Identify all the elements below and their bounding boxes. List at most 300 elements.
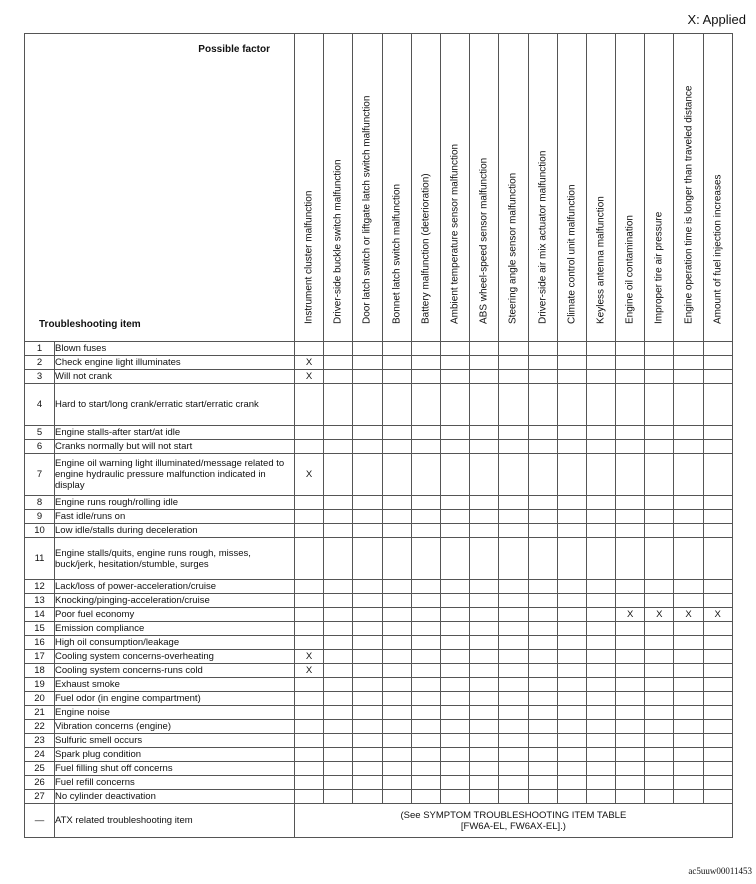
possible-factor-label: Possible factor (198, 44, 270, 55)
matrix-cell (703, 538, 732, 580)
matrix-cell (470, 426, 499, 440)
matrix-cell (470, 776, 499, 790)
matrix-cell (353, 496, 382, 510)
row-item: Engine stalls-after start/at idle (55, 426, 295, 440)
factor-header (324, 34, 353, 342)
matrix-cell (586, 342, 615, 356)
row-item: Hard to start/long crank/erratic start/erratic crank (55, 384, 295, 426)
matrix-cell (616, 370, 645, 384)
matrix-cell (411, 538, 440, 580)
matrix-cell (703, 454, 732, 496)
table-row (25, 636, 733, 650)
matrix-cell (440, 622, 469, 636)
matrix-cell (674, 580, 703, 594)
matrix-cell (382, 720, 411, 734)
matrix-cell (557, 720, 586, 734)
matrix-cell (499, 580, 528, 594)
table-row (25, 370, 733, 384)
matrix-cell (499, 650, 528, 664)
row-number: 6 (25, 440, 55, 454)
matrix-cell (616, 538, 645, 580)
table-row (25, 496, 733, 510)
matrix-cell (645, 622, 674, 636)
factor-header (557, 34, 586, 342)
matrix-cell (528, 720, 557, 734)
table-row (25, 790, 733, 804)
matrix-cell (353, 734, 382, 748)
matrix-cell (382, 384, 411, 426)
matrix-cell (528, 622, 557, 636)
matrix-cell (674, 706, 703, 720)
matrix-cell (411, 454, 440, 496)
matrix-cell (411, 622, 440, 636)
atx-row (25, 804, 733, 838)
matrix-cell (324, 440, 353, 454)
matrix-cell (528, 650, 557, 664)
matrix-cell (586, 384, 615, 426)
matrix-cell (440, 762, 469, 776)
row-number: — (25, 804, 55, 838)
matrix-cell (353, 440, 382, 454)
row-number: 10 (25, 524, 55, 538)
matrix-cell (411, 440, 440, 454)
matrix-cell (557, 678, 586, 692)
matrix-cell (645, 692, 674, 706)
matrix-cell (411, 776, 440, 790)
matrix-cell (470, 650, 499, 664)
matrix-cell (324, 622, 353, 636)
matrix-cell (616, 524, 645, 538)
row-item: Low idle/stalls during deceleration (55, 524, 295, 538)
matrix-cell (382, 342, 411, 356)
table-row (25, 650, 733, 664)
factor-label: Door latch switch or liftgate latch switch malfunction (361, 95, 373, 324)
table-row (25, 678, 733, 692)
matrix-cell (324, 510, 353, 524)
matrix-cell (499, 720, 528, 734)
matrix-cell (295, 496, 324, 510)
matrix-cell (645, 790, 674, 804)
row-number: 13 (25, 594, 55, 608)
matrix-cell (411, 664, 440, 678)
matrix-cell (411, 636, 440, 650)
matrix-cell (353, 594, 382, 608)
matrix-cell (586, 636, 615, 650)
table-row (25, 734, 733, 748)
corner-header (25, 34, 295, 342)
table-row (25, 440, 733, 454)
matrix-cell (295, 678, 324, 692)
matrix-cell (645, 762, 674, 776)
matrix-cell (645, 678, 674, 692)
matrix-cell (324, 580, 353, 594)
factor-header (703, 34, 732, 342)
matrix-cell (440, 776, 469, 790)
matrix-cell (353, 580, 382, 594)
row-item: Will not crank (55, 370, 295, 384)
matrix-cell (382, 580, 411, 594)
matrix-cell (528, 454, 557, 496)
matrix-cell (470, 734, 499, 748)
matrix-cell (586, 426, 615, 440)
matrix-cell (645, 356, 674, 370)
matrix-cell (645, 496, 674, 510)
table-row (25, 664, 733, 678)
table-row (25, 776, 733, 790)
matrix-cell (528, 608, 557, 622)
matrix-cell (586, 762, 615, 776)
matrix-cell (411, 426, 440, 440)
matrix-cell (411, 524, 440, 538)
matrix-cell (324, 748, 353, 762)
matrix-cell (295, 594, 324, 608)
matrix-cell (499, 370, 528, 384)
matrix-cell (528, 790, 557, 804)
matrix-cell (703, 664, 732, 678)
matrix-cell (411, 496, 440, 510)
matrix-cell (586, 440, 615, 454)
matrix-cell (470, 790, 499, 804)
matrix-cell (411, 384, 440, 426)
matrix-cell (703, 594, 732, 608)
matrix-cell (499, 692, 528, 706)
matrix-cell (382, 650, 411, 664)
matrix-cell (440, 580, 469, 594)
matrix-cell (470, 580, 499, 594)
matrix-cell (645, 720, 674, 734)
table-row (25, 622, 733, 636)
matrix-cell (674, 790, 703, 804)
matrix-cell (499, 790, 528, 804)
matrix-cell (382, 454, 411, 496)
matrix-cell (382, 426, 411, 440)
matrix-cell (586, 622, 615, 636)
matrix-cell (616, 636, 645, 650)
atx-note-line1: (See SYMPTOM TROUBLESHOOTING ITEM TABLE (400, 809, 627, 821)
matrix-cell (674, 650, 703, 664)
table-row (25, 510, 733, 524)
matrix-cell (703, 706, 732, 720)
matrix-cell (295, 384, 324, 426)
matrix-cell (616, 342, 645, 356)
matrix-cell (295, 762, 324, 776)
matrix-cell (353, 664, 382, 678)
matrix-cell (382, 594, 411, 608)
matrix-cell (557, 342, 586, 356)
row-number: 25 (25, 762, 55, 776)
matrix-cell (324, 706, 353, 720)
matrix-cell (586, 692, 615, 706)
matrix-cell (674, 692, 703, 706)
matrix-cell (353, 720, 382, 734)
matrix-cell (586, 510, 615, 524)
matrix-cell (411, 790, 440, 804)
matrix-cell (324, 342, 353, 356)
matrix-cell (586, 496, 615, 510)
row-number: 2 (25, 356, 55, 370)
matrix-cell (703, 692, 732, 706)
matrix-cell (557, 426, 586, 440)
matrix-cell (586, 720, 615, 734)
matrix-cell (295, 720, 324, 734)
matrix-cell (674, 622, 703, 636)
matrix-cell (324, 370, 353, 384)
matrix-cell (616, 678, 645, 692)
matrix-cell (528, 692, 557, 706)
matrix-cell (295, 776, 324, 790)
matrix-cell (528, 748, 557, 762)
matrix-cell (674, 384, 703, 426)
matrix-cell (528, 706, 557, 720)
matrix-cell (382, 524, 411, 538)
matrix-cell (470, 622, 499, 636)
matrix-cell (674, 370, 703, 384)
matrix-cell (674, 440, 703, 454)
matrix-cell (324, 538, 353, 580)
matrix-cell (411, 356, 440, 370)
row-item: Fast idle/runs on (55, 510, 295, 524)
factor-label: Driver-side buckle switch malfunction (332, 159, 344, 324)
matrix-cell (557, 496, 586, 510)
matrix-cell (470, 678, 499, 692)
matrix-cell (440, 510, 469, 524)
matrix-cell (616, 496, 645, 510)
matrix-cell (586, 734, 615, 748)
matrix-cell (382, 734, 411, 748)
matrix-cell (586, 678, 615, 692)
matrix-cell (382, 538, 411, 580)
matrix-cell (557, 762, 586, 776)
matrix-cell (645, 370, 674, 384)
factor-header (674, 34, 703, 342)
matrix-cell (440, 650, 469, 664)
matrix-cell (674, 496, 703, 510)
matrix-cell (353, 384, 382, 426)
matrix-cell (295, 706, 324, 720)
matrix-cell (295, 636, 324, 650)
matrix-cell (295, 440, 324, 454)
table-row (25, 356, 733, 370)
matrix-cell (353, 692, 382, 706)
matrix-cell (440, 594, 469, 608)
matrix-cell (382, 622, 411, 636)
row-number: 1 (25, 342, 55, 356)
matrix-cell (557, 510, 586, 524)
matrix-cell (353, 748, 382, 762)
atx-note (295, 804, 733, 838)
matrix-cell (295, 734, 324, 748)
factor-header (470, 34, 499, 342)
figure-id: ac5uuw00011453 (688, 866, 752, 876)
matrix-cell (557, 370, 586, 384)
matrix-cell (586, 608, 615, 622)
table-row (25, 426, 733, 440)
matrix-cell (586, 790, 615, 804)
matrix-cell (557, 734, 586, 748)
row-item: Check engine light illuminates (55, 356, 295, 370)
applied-mark: X (674, 608, 703, 622)
table-row (25, 524, 733, 538)
matrix-cell (411, 706, 440, 720)
matrix-cell (295, 748, 324, 762)
factor-label: Engine oil contamination (624, 215, 636, 324)
matrix-cell (645, 426, 674, 440)
matrix-cell (470, 538, 499, 580)
matrix-cell (528, 342, 557, 356)
matrix-cell (324, 734, 353, 748)
matrix-cell (411, 370, 440, 384)
table-row (25, 538, 733, 580)
matrix-cell (411, 594, 440, 608)
matrix-cell (440, 454, 469, 496)
factor-header (411, 34, 440, 342)
matrix-cell (353, 524, 382, 538)
matrix-cell (616, 594, 645, 608)
factor-header (586, 34, 615, 342)
matrix-cell (674, 762, 703, 776)
applied-mark: X (616, 608, 645, 622)
matrix-cell (382, 692, 411, 706)
matrix-cell (703, 356, 732, 370)
matrix-cell (586, 748, 615, 762)
matrix-cell (645, 748, 674, 762)
row-item: Blown fuses (55, 342, 295, 356)
row-item: ATX related troubleshooting item (55, 804, 295, 838)
matrix-cell (557, 384, 586, 426)
matrix-cell (703, 636, 732, 650)
matrix-cell (586, 580, 615, 594)
factor-label: Climate control unit malfunction (566, 184, 578, 324)
factor-header (440, 34, 469, 342)
matrix-cell (353, 608, 382, 622)
row-number: 5 (25, 426, 55, 440)
factor-label: Keyless antenna malfunction (595, 196, 607, 324)
matrix-cell (616, 384, 645, 426)
matrix-cell (703, 440, 732, 454)
matrix-cell (557, 608, 586, 622)
matrix-cell (382, 496, 411, 510)
matrix-cell (616, 356, 645, 370)
row-number: 24 (25, 748, 55, 762)
matrix-cell (353, 622, 382, 636)
table-row (25, 342, 733, 356)
factor-label: Amount of fuel injection increases (712, 174, 724, 324)
matrix-cell (470, 762, 499, 776)
matrix-cell (324, 608, 353, 622)
matrix-cell (557, 706, 586, 720)
matrix-cell (324, 524, 353, 538)
matrix-cell (616, 692, 645, 706)
factor-label: Ambient temperature sensor malfunction (449, 143, 461, 324)
factor-header (616, 34, 645, 342)
matrix-cell (440, 356, 469, 370)
matrix-cell (440, 636, 469, 650)
matrix-cell (645, 650, 674, 664)
matrix-cell (703, 776, 732, 790)
matrix-cell (586, 594, 615, 608)
matrix-cell (295, 608, 324, 622)
matrix-cell (674, 426, 703, 440)
table-row (25, 720, 733, 734)
matrix-cell (645, 538, 674, 580)
table-row (25, 594, 733, 608)
row-number: 18 (25, 664, 55, 678)
matrix-cell (645, 706, 674, 720)
matrix-cell (324, 692, 353, 706)
matrix-cell (645, 440, 674, 454)
row-item: Cooling system concerns-overheating (55, 650, 295, 664)
matrix-cell (586, 664, 615, 678)
row-item: Emission compliance (55, 622, 295, 636)
matrix-cell (382, 706, 411, 720)
row-item: Fuel filling shut off concerns (55, 762, 295, 776)
matrix-cell (411, 608, 440, 622)
matrix-cell (616, 622, 645, 636)
factor-label: Instrument cluster malfunction (303, 190, 315, 324)
matrix-cell (440, 384, 469, 426)
atx-note-line2: [FW6A-EL, FW6AX-EL].) (460, 820, 566, 832)
matrix-cell (528, 524, 557, 538)
matrix-cell (557, 356, 586, 370)
matrix-cell (499, 524, 528, 538)
matrix-cell (440, 692, 469, 706)
row-number: 8 (25, 496, 55, 510)
matrix-cell (645, 664, 674, 678)
matrix-cell (586, 524, 615, 538)
matrix-cell (440, 342, 469, 356)
matrix-cell (295, 342, 324, 356)
matrix-cell (557, 776, 586, 790)
matrix-cell (470, 384, 499, 426)
matrix-cell (616, 776, 645, 790)
matrix-cell (499, 678, 528, 692)
matrix-cell (295, 692, 324, 706)
matrix-cell (353, 426, 382, 440)
matrix-cell (499, 496, 528, 510)
table-row (25, 706, 733, 720)
matrix-cell (382, 776, 411, 790)
matrix-cell (382, 370, 411, 384)
matrix-cell (703, 734, 732, 748)
matrix-cell (353, 678, 382, 692)
matrix-cell (586, 454, 615, 496)
matrix-cell (586, 370, 615, 384)
legend-applied: X: Applied (687, 12, 746, 27)
matrix-cell (645, 636, 674, 650)
matrix-cell (470, 636, 499, 650)
matrix-cell (324, 762, 353, 776)
matrix-cell (703, 370, 732, 384)
row-item: Fuel odor (in engine compartment) (55, 692, 295, 706)
matrix-cell (703, 790, 732, 804)
matrix-cell (353, 706, 382, 720)
troubleshooting-item-label: Troubleshooting item (39, 319, 141, 330)
matrix-cell (324, 664, 353, 678)
matrix-cell (324, 720, 353, 734)
row-item: Fuel refill concerns (55, 776, 295, 790)
matrix-cell (295, 524, 324, 538)
matrix-cell (645, 384, 674, 426)
matrix-cell (295, 510, 324, 524)
row-item: High oil consumption/leakage (55, 636, 295, 650)
row-item: Engine oil warning light illuminated/message related to engine hydraulic pressure malfunction indicated in display (55, 454, 295, 496)
matrix-cell (470, 496, 499, 510)
matrix-cell (703, 748, 732, 762)
matrix-cell (440, 440, 469, 454)
matrix-cell (645, 776, 674, 790)
matrix-cell (499, 384, 528, 426)
matrix-cell (674, 720, 703, 734)
